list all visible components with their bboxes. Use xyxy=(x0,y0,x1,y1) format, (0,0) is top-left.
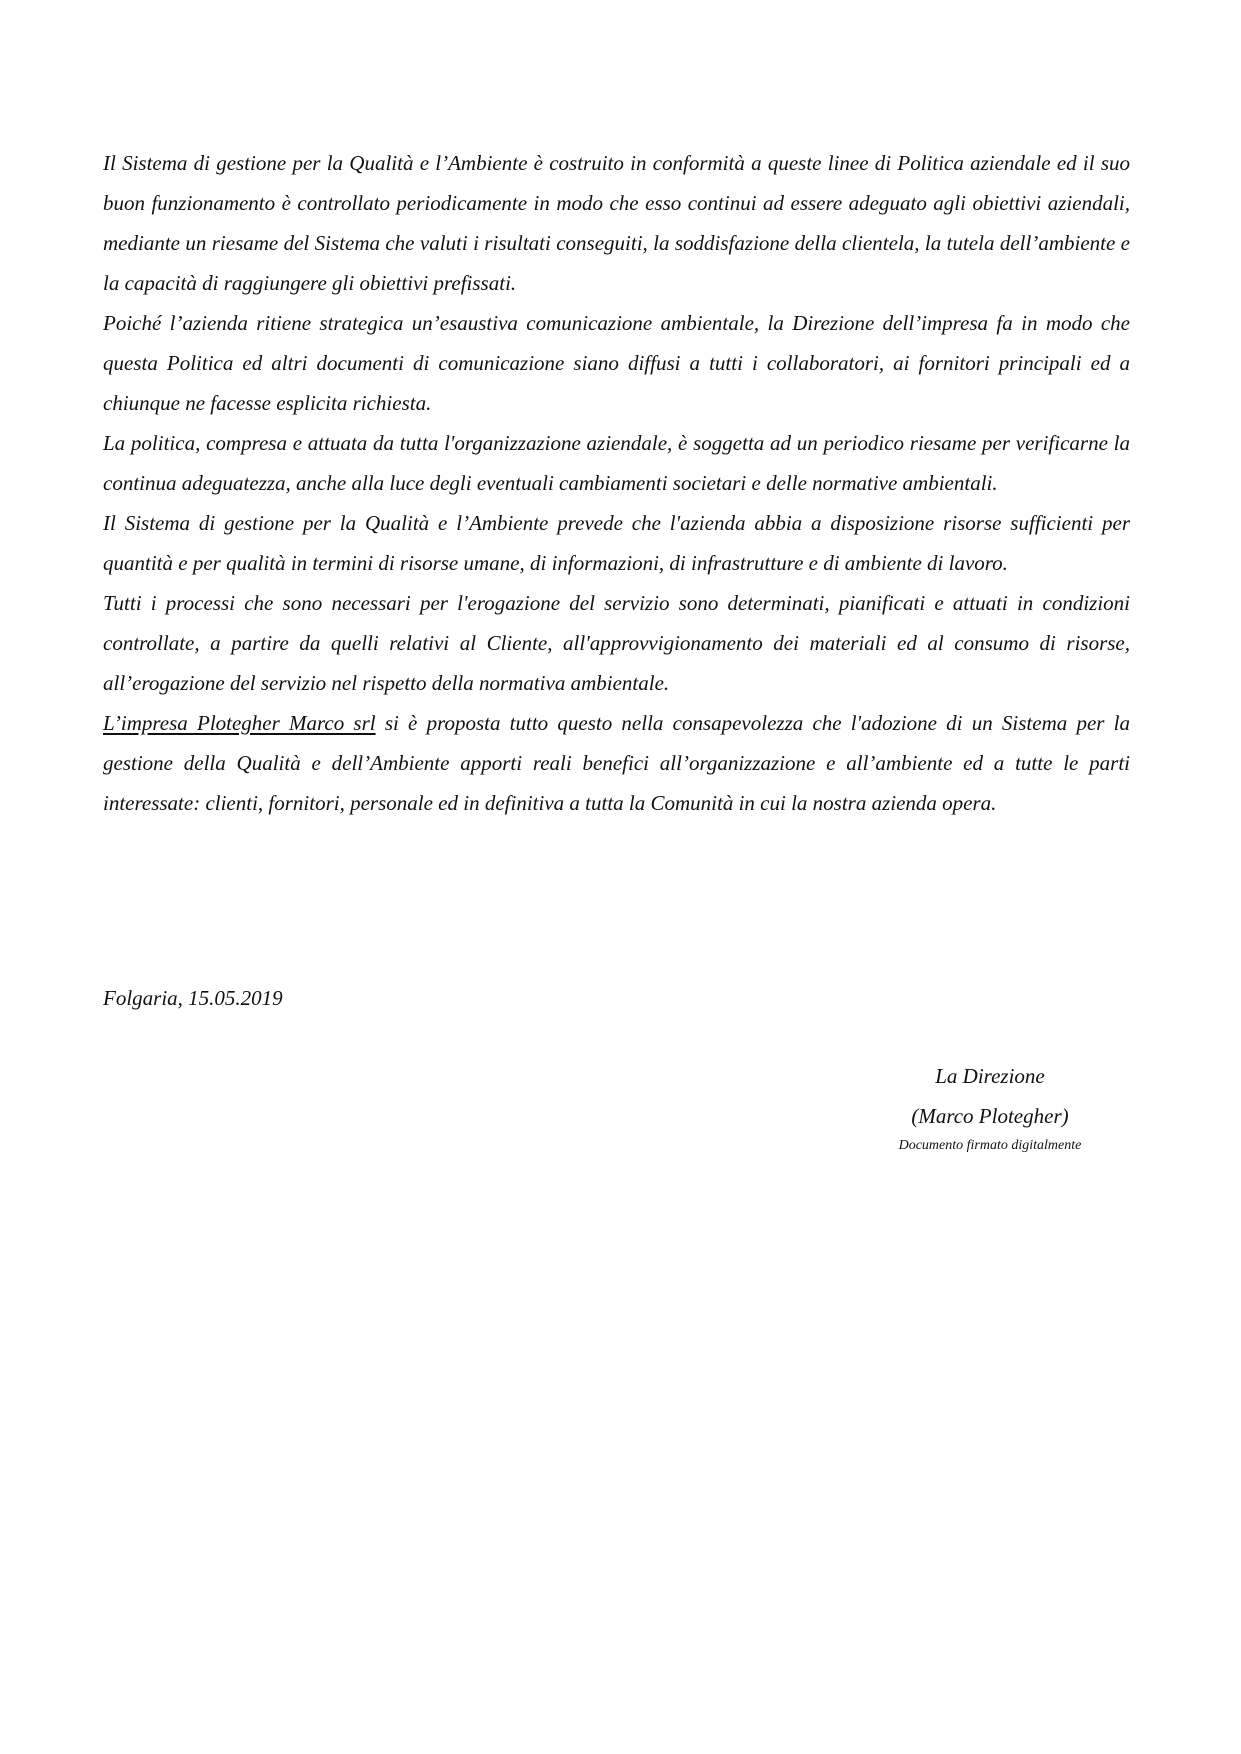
paragraph-environmental-communication: Poiché l’azienda ritiene strategica un’esaustiva comunicazione ambientale, la Direzione dell’impresa fa in modo che questa Politica ed altri documenti di comunicazione siano diffusi a tutti i collaboratori, ai fornitori principali ed a chiunque ne facesse esplicita richiesta. xyxy=(103,311,1130,415)
signature-block xyxy=(860,1056,1120,1158)
place-and-date: Folgaria, 15.05.2019 xyxy=(103,986,283,1010)
digital-signature-note: Documento firmato digitalmente xyxy=(898,1138,1082,1153)
signature-name: (Marco Plotegher) xyxy=(911,1104,1069,1128)
paragraph-quality-system-review: Il Sistema di gestione per la Qualità e l’Ambiente è costruito in conformità a queste linee di Politica aziendale ed il suo buon funzionamento è controllato periodicamente in modo che esso continui ad essere adeguato agli obiettivi aziendali, mediante un riesame del Sistema che valuti i risultati conseguiti, la soddisfazione della clientela, la tutela dell’ambiente e la capacità di raggiungere gli obiettivi prefissati. xyxy=(103,151,1130,295)
policy-body xyxy=(103,143,1130,823)
paragraph-service-processes: Tutti i processi che sono necessari per l'erogazione del servizio sono determinati, pianificati e attuati in condizioni controllate, a partire da quelli relativi al Cliente, all'approvvigionamento dei materiali ed al consumo di risorse, all’erogazione del servizio nel rispetto della normativa ambientale. xyxy=(103,591,1130,695)
company-name: L’impresa Plotegher Marco srl xyxy=(103,711,376,735)
paragraph-policy-periodic-review: La politica, compresa e attuata da tutta l'organizzazione aziendale, è soggetta ad un periodico riesame per verificarne la continua adeguatezza, anche alla luce degli eventuali cambiamenti societari e delle normative ambientali. xyxy=(103,431,1130,495)
company-commitment-text: si è proposta tutto questo nella consapevolezza che l'adozione di un Sistema per la gestione della Qualità e dell’Ambiente apporti reali benefici all’organizzazione e all’ambiente ed a tutte le parti interessate: clienti, fornitori, personale ed in definitiva a tutta la Comunità in cui la nostra azienda opera. xyxy=(103,711,1130,815)
paragraph-company-commitment xyxy=(103,703,1130,823)
signature-title: La Direzione xyxy=(935,1064,1045,1088)
paragraph-resources: Il Sistema di gestione per la Qualità e l’Ambiente prevede che l'azienda abbia a disposizione risorse sufficienti per quantità e per qualità in termini di risorse umane, di informazioni, di infrastrutture e di ambiente di lavoro. xyxy=(103,511,1130,575)
